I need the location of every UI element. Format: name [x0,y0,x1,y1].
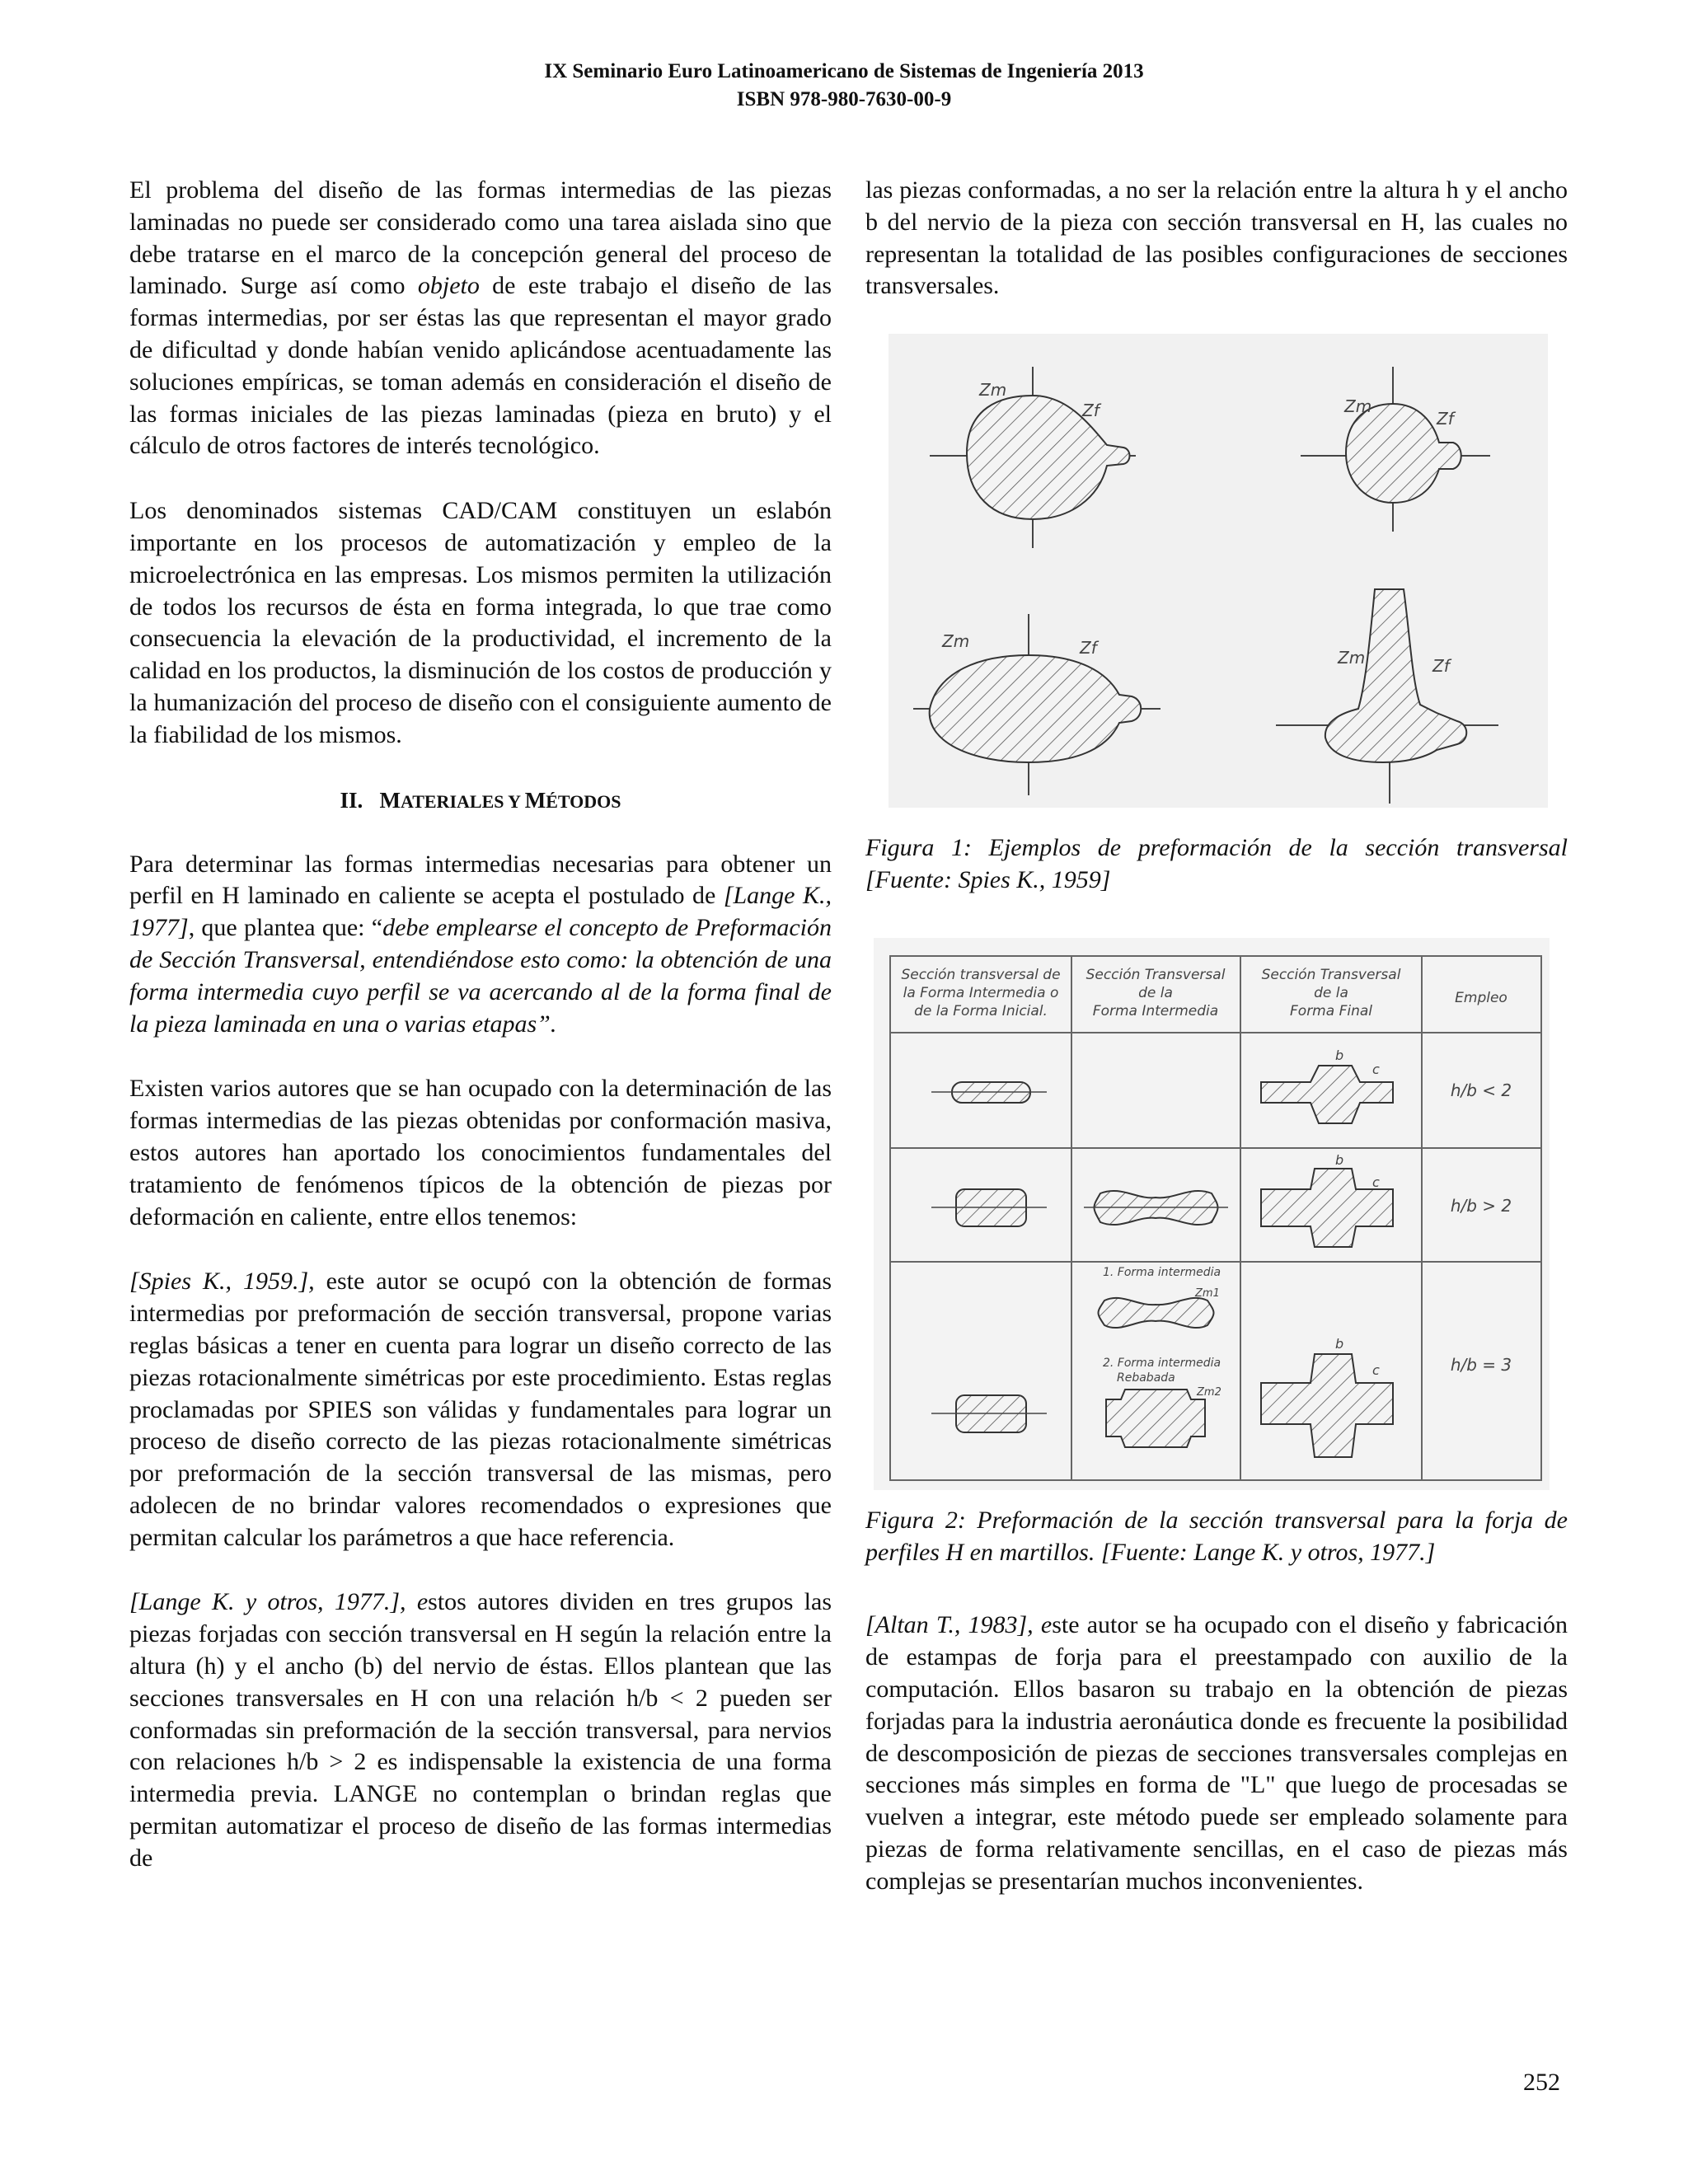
svg-text:Sección Transversal: Sección Transversal [1261,966,1401,983]
svg-text:de la Forma Inicial.: de la Forma Inicial. [914,1002,1048,1019]
svg-text:Zf: Zf [1080,638,1097,658]
conference-title: IX Seminario Euro Latinoamericano de Sistemas de Ingeniería 2013 [544,60,1144,82]
svg-text:Sección Transversal: Sección Transversal [1085,966,1226,983]
svg-text:Zm: Zm [1338,648,1366,668]
paragraph-spies: [Spies K., 1959.], este autor se ocupó con la obtención de formas intermedias por preformación de sección transversal, propone varias reglas básicas a tener en cuenta para lograr un diseño correcto de las piezas rotacionalmente simétricas por este procedimiento. Estas reglas proclamadas por SPIES son válidas y fundamentales para lograr un proceso de diseño correcto de las piezas rotacionalmente simétricas por preformación de la sección transversal de las mismas, pero adolecen de no brindar valores recomendados o expresiones que permitan calcular los parámetros a que hace referencia. [129,1268,832,1551]
svg-text:Empleo: Empleo [1455,989,1507,1006]
svg-text:b: b [1335,1335,1344,1352]
svg-text:Zm: Zm [942,631,970,652]
paragraph-authors: Existen varios autores que se han ocupado con la determinación de las formas intermedias de las piezas obtenidas por conformación masiva, estos autores han aportado los conocimientos fundamentales del tratamiento de fenómenos típicos de la obtención de piezas por deformación en caliente, entre ellos tenemos: [129,1075,832,1230]
svg-text:b: b [1335,1151,1344,1168]
svg-text:de la: de la [1138,984,1173,1001]
figure-2-caption: Figura 2: Preformación de la sección transversal para la forja de perfiles H en martillos. [Fuente: Lange K. y otros, 1977.] [865,1506,1568,1566]
svg-text:Zf: Zf [1082,401,1100,421]
figure-1-caption: Figura 1: Ejemplos de preformación de la sección transversal [Fuente: Spies K., 1959] [865,834,1568,893]
svg-text:de la: de la [1314,984,1348,1001]
svg-text:c: c [1372,1361,1380,1378]
svg-text:Zf: Zf [1432,656,1450,677]
svg-text:2. Forma intermedia: 2. Forma intermedia [1103,1356,1221,1370]
svg-text:Zm: Zm [1344,396,1372,417]
paragraph-altan: [Altan T., 1983], este autor se ha ocupado con el diseño y fabricación de estampas de forja para el preestampado con auxilio de la computación. Ellos basaron su trabajo en la obtención de piezas forjadas para la industria aeronáutica donde es frecuente la posibilidad de descomposición de piezas de secciones transversales complejas en secciones más simples en forma de "L" que luego de procesadas se vuelven a integrar, este método puede ser empleado solamente para piezas de forma relativamente sencillas, en el caso de piezas más complejas se presentarían muchos inconvenientes. [865,1611,1568,1895]
svg-text:Rebabada: Rebabada [1117,1371,1175,1385]
svg-text:Zm1: Zm1 [1195,1286,1220,1300]
paragraph-lange: [Lange K. y otros, 1977.], estos autores dividen en tres grupos las piezas forjadas con sección transversal en H según la relación entre la altura (h) y el ancho (b) del nervio de éstas. Ellos plantean que las secciones transversales en H con una relación h/b < 2 pueden ser conformadas sin preformación de la sección transversal, para nervios con relaciones h/b > 2 es indispensable la existencia de una forma intermedia previa. LANGE no contemplan o brindan reglas que permitan automatizar el proceso de diseño de las formas intermedias de [129,1588,832,1872]
paragraph-problem: El problema del diseño de las formas intermedias de las piezas laminadas no puede ser considerado como una tarea aislada sino que debe tratarse en el marco de la concepción general del proceso de laminado. Surge así como objeto de este trabajo el diseño de las formas intermedias, por ser éstas las que representan el mayor grado de dificultad y donde habían venido aplicándose acentuadamente las soluciones empíricas, se toman además en consideración el diseño de las formas iniciales de las piezas laminadas (pieza en bruto) y el cálculo de otros factores de interés tecnológico. [129,176,832,460]
svg-text:1. Forma intermedia: 1. Forma intermedia [1103,1265,1221,1279]
svg-text:Forma Intermedia: Forma Intermedia [1092,1002,1219,1019]
paragraph-cad-cam: Los denominados sistemas CAD/CAM constituyen un eslabón importante en los procesos de automatización y empleo de la microelectrónica en las empresas. Los mismos permiten la utilización de todos los recursos de ésta en forma integrada, lo que trae como consecuencia la elevación de la productividad, el incremento de la calidad en los productos, la disminución de los costos de producción y la humanización del proceso de diseño con el consiguiente aumento de la fiabilidad de los mismos. [129,497,832,748]
svg-text:la Forma Intermedia o: la Forma Intermedia o [903,984,1059,1001]
svg-text:h/b > 2: h/b > 2 [1450,1195,1512,1216]
figure-1-preform-examples [889,334,1548,808]
svg-text:h/b < 2: h/b < 2 [1450,1080,1512,1100]
isbn: ISBN 978-980-7630-00-9 [736,88,952,110]
figure-2-preform-table [874,938,1550,1490]
svg-text:Sección transversal de: Sección transversal de [901,966,1061,983]
paragraph-postulate: Para determinar las formas intermedias necesarias para obtener un perfil en H laminado en caliente se acepta el postulado de [Lange K., 1977], que plantea que: “debe emplearse el concepto de Preformación de Sección Transversal, entendiéndose esto como: la obtención de una forma intermedia cuyo perfil se va acercando al de la forma final de la pieza laminada en una o varias etapas”. [129,850,832,1038]
svg-text:c: c [1372,1174,1380,1190]
paragraph-continuation: las piezas conformadas, a no ser la relación entre la altura h y el ancho b del nervio de la pieza con sección transversal en H, las cuales no representan la totalidad de las posibles configuraciones de secciones transversales. [865,176,1568,300]
section-heading: II. MATERIALES Y MÉTODOS [340,787,621,813]
svg-text:Forma Final: Forma Final [1290,1002,1372,1019]
page-header [0,58,1688,114]
left-column [129,175,832,1908]
svg-text:Zm2: Zm2 [1197,1385,1221,1399]
page-number: 252 [1523,2069,1560,2096]
svg-text:Zm: Zm [979,380,1007,401]
svg-text:c: c [1372,1061,1380,1077]
svg-text:Zf: Zf [1437,409,1454,429]
svg-text:b: b [1335,1047,1344,1063]
svg-text:h/b = 3: h/b = 3 [1450,1354,1512,1375]
right-column [865,175,1568,1931]
